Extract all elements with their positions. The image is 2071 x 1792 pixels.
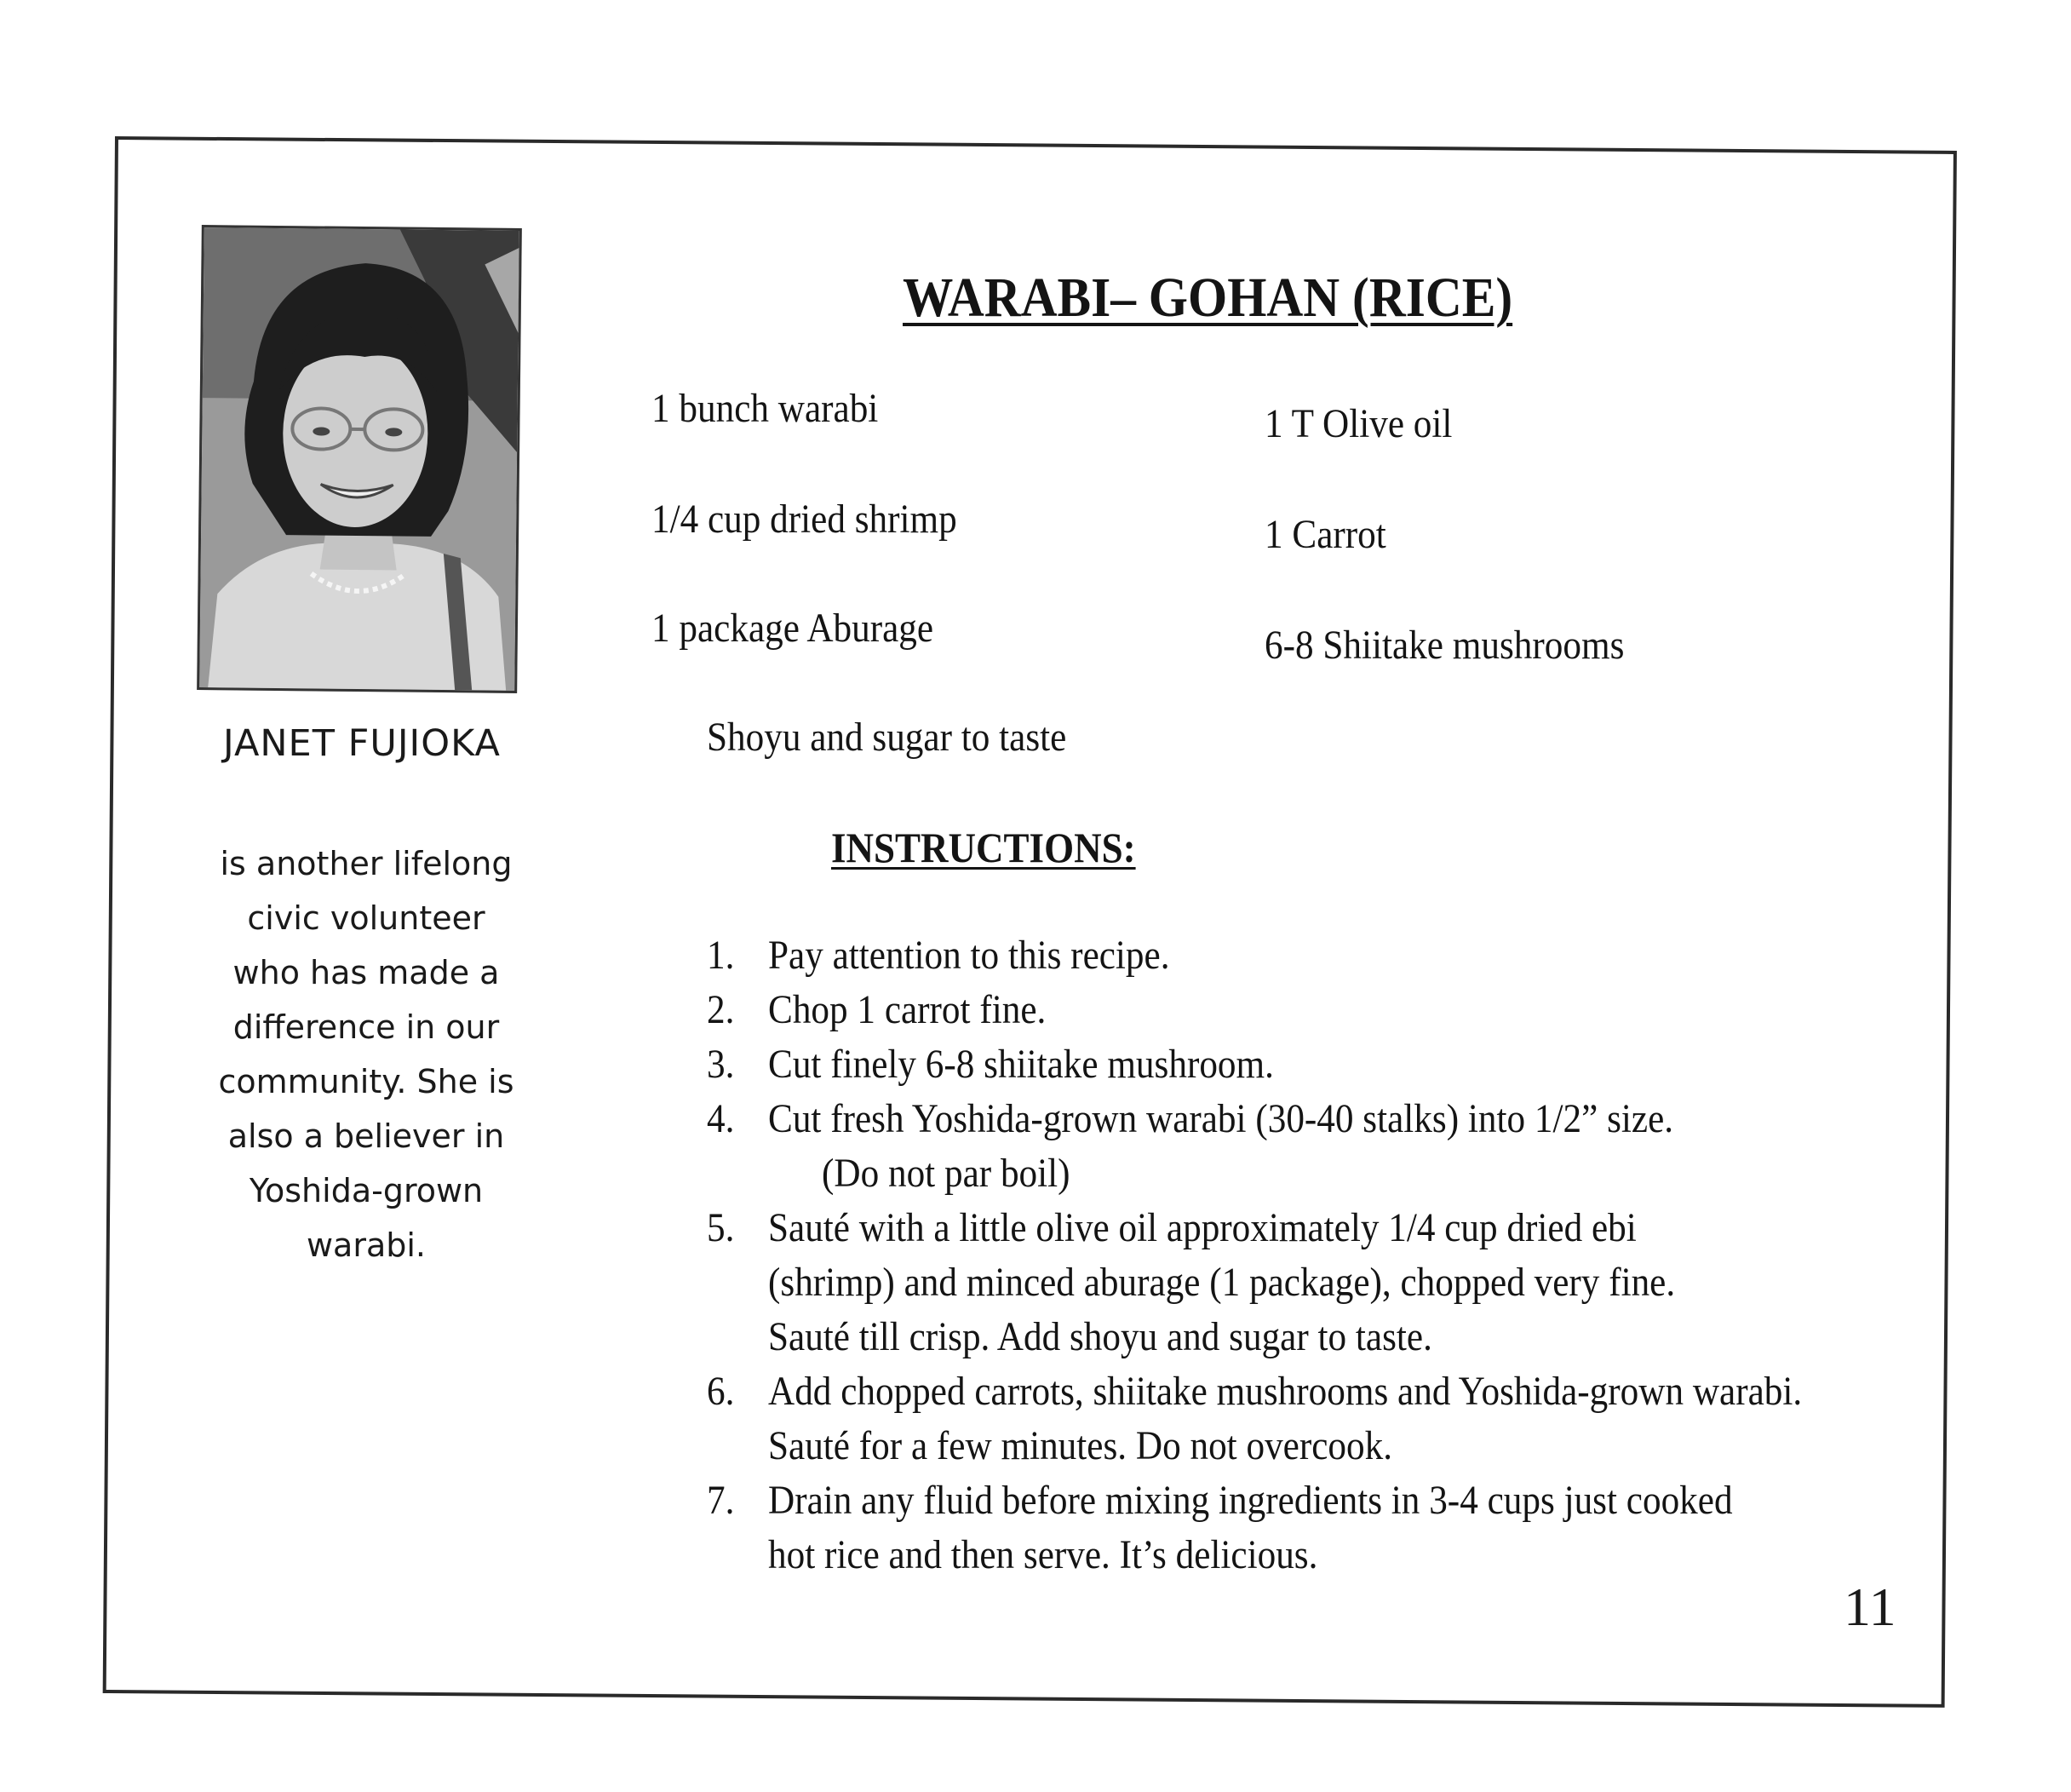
step-number: 5. xyxy=(707,1205,735,1250)
step-text: hot rice and then serve. It’s delicious. xyxy=(768,1532,1318,1577)
instructions-list xyxy=(707,928,1818,1582)
step-text: (Do not par boil) xyxy=(822,1151,1070,1196)
step-text: Cut finely 6-8 shiitake mushroom. xyxy=(768,1042,1274,1087)
ingredient-item: 1 package Aburage xyxy=(651,606,934,651)
step-number: 1. xyxy=(707,933,735,978)
bio-line: civic volunteer xyxy=(247,899,485,937)
instruction-step xyxy=(707,1037,1818,1092)
step-number: 2. xyxy=(707,987,735,1032)
step-text: (shrimp) and minced aburage (1 package), chopped very fine. xyxy=(768,1260,1676,1305)
portrait-photo xyxy=(197,225,522,693)
recipe-title: WARABI– GOHAN (RICE) xyxy=(903,267,1513,329)
instruction-step xyxy=(707,1473,1818,1582)
ingredient-item: Shoyu and sugar to taste xyxy=(707,715,1067,760)
step-text: Pay attention to this recipe. xyxy=(768,933,1170,978)
bio-line: Yoshida-grown xyxy=(249,1172,484,1209)
step-number: 7. xyxy=(707,1478,735,1523)
instruction-step xyxy=(707,1092,1818,1201)
ingredient-item: 1 T Olive oil xyxy=(1265,401,1453,446)
ingredient-item: 1 bunch warabi xyxy=(651,386,879,431)
bio-line: warabi. xyxy=(306,1226,427,1264)
bio-line: who has made a xyxy=(232,954,500,991)
bio-line: community. She is xyxy=(218,1063,514,1100)
instruction-step xyxy=(707,1201,1818,1364)
step-text: Sauté for a few minutes. Do not overcook. xyxy=(768,1423,1393,1468)
step-number: 4. xyxy=(707,1096,735,1141)
ingredient-item: 1 Carrot xyxy=(1265,512,1386,557)
step-number: 6. xyxy=(707,1369,735,1414)
ingredient-item: 6-8 Shiitake mushrooms xyxy=(1265,623,1625,668)
instructions-heading: INSTRUCTIONS: xyxy=(831,824,1136,871)
ingredient-item: 1/4 cup dried shrimp xyxy=(651,497,957,542)
person-bio xyxy=(170,836,562,1272)
step-text: Chop 1 carrot fine. xyxy=(768,987,1047,1032)
page-number: 11 xyxy=(1844,1577,1896,1637)
step-text: Sauté till crisp. Add shoyu and sugar to taste. xyxy=(768,1314,1432,1359)
step-text: Sauté with a little olive oil approximately 1/4 cup dried ebi xyxy=(768,1205,1637,1250)
step-number: 3. xyxy=(707,1042,735,1087)
step-text: Drain any fluid before mixing ingredients in 3-4 cups just cooked xyxy=(768,1478,1733,1523)
bio-line: difference in our xyxy=(232,1008,500,1046)
step-text: Cut fresh Yoshida-grown warabi (30-40 stalks) into 1/2” size. xyxy=(768,1096,1674,1141)
instruction-step xyxy=(707,928,1818,983)
instruction-step xyxy=(707,983,1818,1037)
bio-line: is another lifelong xyxy=(220,845,513,882)
instruction-step xyxy=(707,1364,1818,1473)
person-name: JANET FUJIOKA xyxy=(223,722,501,765)
step-text: Add chopped carrots, shiitake mushrooms and Yoshida-grown warabi. xyxy=(768,1369,1803,1414)
bio-line: also a believer in xyxy=(227,1117,505,1155)
